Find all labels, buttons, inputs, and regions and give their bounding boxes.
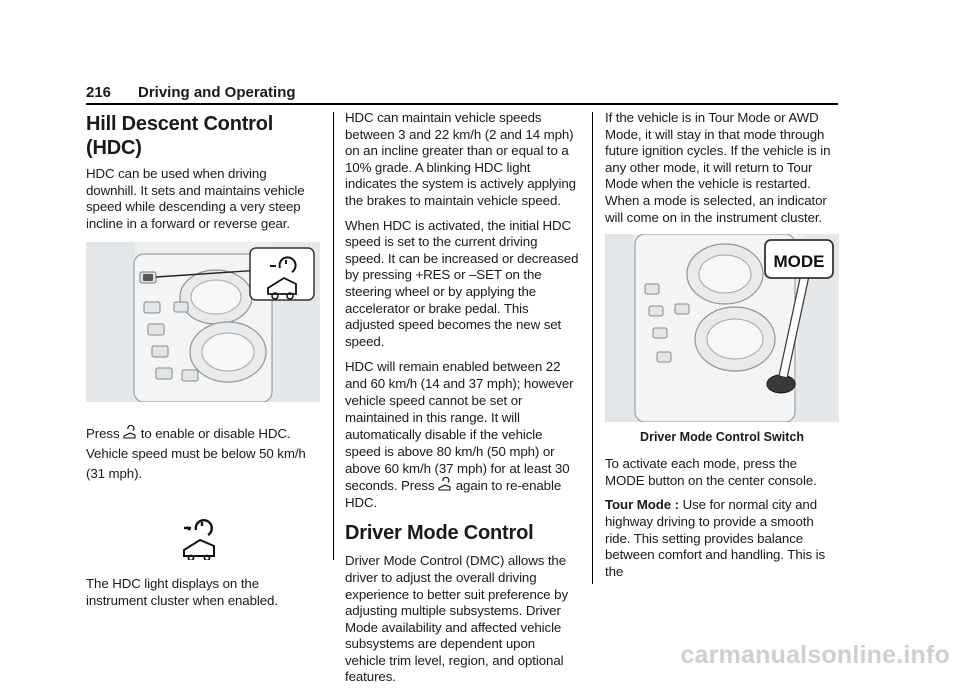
press-suffix: to enable or disable HDC. Vehicle speed must be below 50 km/h (31 mph).: [86, 426, 306, 482]
header-rule: [86, 103, 838, 105]
tour-mode-label: Tour Mode :: [605, 497, 679, 513]
page-header: [86, 84, 838, 104]
reenable-text: again to re-enable HDC.: [345, 478, 562, 511]
hdc-activation: When HDC is activated, the initial HDC speed is set to the current driving speed. It can be increased or decreased by pressing +RES or –SET on the steering wheel or by applying the accelerator or brake pedal. This adjusted speed becomes the new set speed.: [345, 217, 579, 349]
hdc-inline-icon-2: [438, 477, 452, 491]
column-divider-1: [333, 112, 334, 560]
hdc-light-note: The HDC light displays on the instrument cluster when enabled.: [86, 576, 278, 608]
figure-caption: Driver Mode Control Switch: [640, 430, 804, 445]
press-hdc-line: [86, 424, 320, 484]
watermark: carmanualsonline.info: [680, 641, 950, 669]
column-3: [605, 110, 839, 588]
column-2: [345, 110, 579, 694]
mode-activation: To activate each mode, press the MODE button on the center console.: [605, 456, 817, 488]
dmc-description: Driver Mode Control (DMC) allows the driver to adjust the overall driving experience to better suit preference by adjusting multiple subsystems. Driver Mode availability and affected vehicle subsystems are dependent upon vehicle trim level, region, and optional features.: [345, 553, 569, 685]
hdc-intro: HDC can be used when driving downhill. It sets and maintains vehicle speed while descending a very steep incline in a forward or reverse gear.: [86, 166, 305, 231]
column-divider-2: [592, 112, 593, 584]
section-title: Driving and Operating: [138, 84, 296, 101]
hdc-inline-icon: [123, 425, 137, 439]
hdc-indicator-icon: [180, 516, 220, 560]
mode-switch-figure: [605, 234, 839, 422]
press-prefix: Press: [86, 426, 120, 442]
hdc-heading: Hill Descent Control (HDC): [86, 113, 274, 159]
hdc-button-figure: [86, 242, 320, 402]
disable-text: HDC will remain enabled between 22 and 60 km/h (14 and 37 mph); however vehicle speed cannot be set or maintained in this range. It will automatically disable if the vehicle speed is above 80 km/h (50 mph) or above 60 km/h (37 mph) for at least 30 seconds. Press: [345, 359, 574, 494]
mode-callout-label: MODE: [773, 252, 825, 272]
column-1: [86, 112, 320, 618]
tour-mode-text: Use for normal city and highway driving to provide a smooth ride. This setting provides balance between comfort and handling. This is the: [605, 497, 826, 579]
hdc-speed-range: HDC can maintain vehicle speeds between 3 and 22 km/h (2 and 14 mph) on an incline greater than or equal to a 10% grade. A blinking HDC light indicates the system is actively applying the brakes to maintain vehicle speed.: [345, 110, 576, 208]
page-number: 216: [86, 84, 112, 101]
tour-mode-persistence: If the vehicle is in Tour Mode or AWD Mode, it will stay in that mode through future ignition cycles. If the vehicle is in any other mode, it will return to Tour Mode when the vehicle is restarted. When a mode is selected, an indicator will come on in the instrument cluster.: [605, 110, 831, 225]
tour-mode-description: [605, 497, 839, 580]
hdc-disable-info: [345, 358, 579, 511]
driver-mode-heading: Driver Mode Control: [345, 522, 534, 545]
